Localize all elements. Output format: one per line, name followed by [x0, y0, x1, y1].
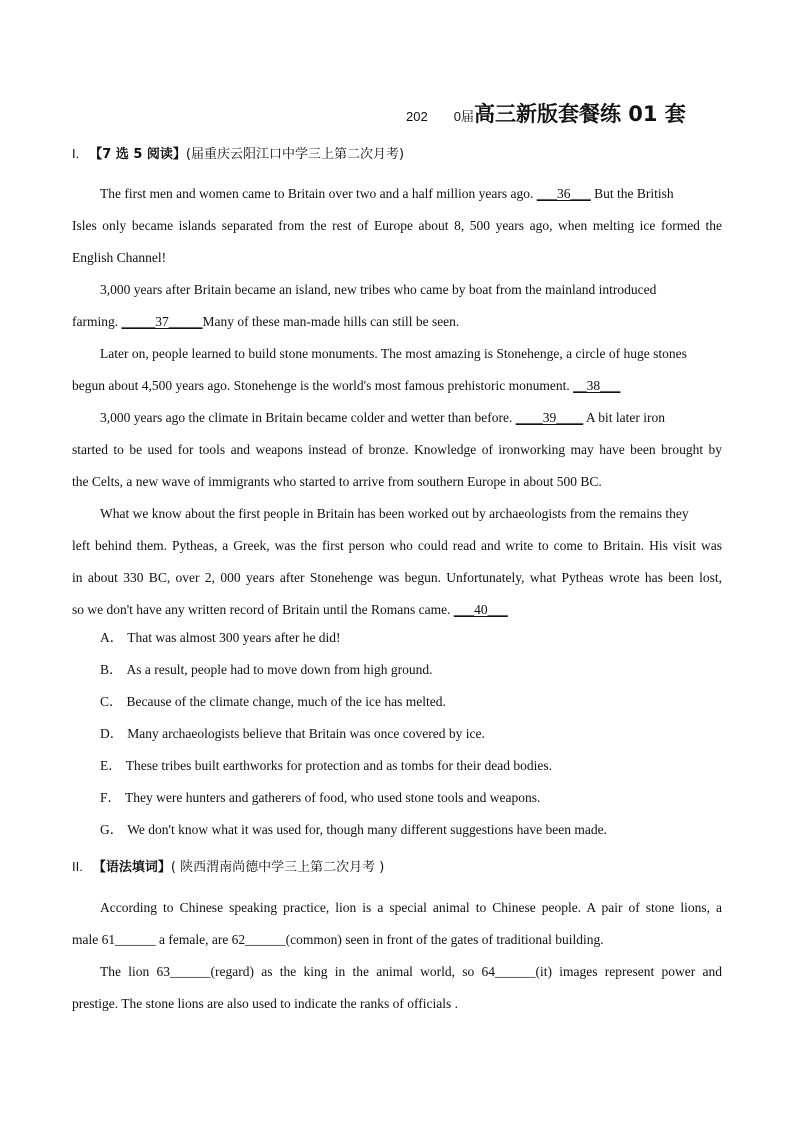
title-year-digit: 0: [453, 109, 461, 124]
option-letter: C．: [100, 694, 123, 709]
grammar-line: According to Chinese speaking practice, lion is a special animal to Chinese people. A pair of stone lions, a: [100, 900, 722, 915]
passage-line: left behind them. Pytheas, a Greek, was the first person who could read and write to come to Britain. His visit was: [72, 538, 722, 553]
passage-line: [100, 186, 674, 202]
passage-line: Later on, people learned to build stone monuments. The most amazing is Stonehenge, a circle of huge stones: [100, 346, 687, 361]
passage-line: Isles only became islands separated from the rest of Europe about 8, 500 years ago, when melting ice formed the: [72, 218, 722, 233]
passage-text: Many of these man-made hills can still be seen.: [202, 314, 460, 329]
passage-line: the Celts, a new wave of immigrants who started to arrive from southern Europe in about 500 BC.: [72, 474, 602, 489]
passage-text: 3,000 years ago the climate in Britain became colder and wetter than before.: [100, 410, 516, 425]
passage-text: so we don't have any written record of Britain until the Romans came.: [72, 602, 454, 617]
passage-text: A bit later iron: [583, 410, 665, 425]
option-f: [100, 790, 540, 806]
passage-line: English Channel!: [72, 250, 167, 265]
title-year: 202: [406, 109, 428, 124]
document-title: [406, 98, 686, 128]
blank-39: ____39____: [515, 410, 584, 425]
section-2-source: ( 陕西渭南尚德中学三上第二次月考 ): [170, 860, 385, 875]
option-text: They were hunters and gatherers of food, who used stone tools and weapons.: [125, 790, 541, 805]
passage-text: begun about 4,500 years ago. Stonehenge is the world's most famous prehistoric monument.: [72, 378, 574, 393]
option-c: [100, 694, 446, 710]
option-letter: E．: [100, 758, 122, 773]
blank-40: ___40___: [453, 602, 508, 617]
title-jie: 届: [460, 110, 474, 125]
option-text: That was almost 300 years after he did!: [127, 630, 341, 645]
option-text: These tribes built earthworks for protection and as tombs for their dead bodies.: [125, 758, 553, 773]
passage-text: farming.: [72, 314, 122, 329]
grammar-line: prestige. The stone lions are also used to indicate the ranks of officials .: [72, 996, 459, 1011]
section-2-heading: [72, 856, 384, 875]
option-text: As a result, people had to move down from high ground.: [126, 662, 433, 677]
section-2-label: 【语法填词】: [92, 860, 171, 875]
passage-line: [72, 602, 508, 618]
option-d: [100, 726, 485, 742]
grammar-line: The lion 63______(regard) as the king in the animal world, so 64______(it) images represent power and: [100, 964, 722, 979]
section-2-number: II.: [72, 859, 83, 874]
blank-37: _____37_____: [121, 314, 203, 329]
section-1-label: 【7 选 5 阅读】: [89, 147, 186, 162]
option-e: [100, 758, 552, 774]
option-letter: G．: [100, 822, 124, 837]
passage-line: in about 330 BC, over 2, 000 years after Stonehenge was begun. Unfortunately, what Pytheas wrote has been lost,: [72, 570, 722, 585]
passage-text: But the British: [590, 186, 674, 201]
section-1-heading: [72, 143, 404, 162]
passage-line: What we know about the first people in Britain has been worked out by archaeologists from the remains they: [100, 506, 689, 521]
passage-text: The first men and women came to Britain over two and a half million years ago.: [100, 186, 537, 201]
option-text: We don't know what it was used for, though many different suggestions have been made.: [127, 822, 607, 837]
option-letter: B．: [100, 662, 123, 677]
option-b: [100, 662, 432, 678]
option-letter: A．: [100, 630, 124, 645]
blank-36: ___36___: [536, 186, 591, 201]
option-letter: F．: [100, 790, 122, 805]
passage-line: 3,000 years after Britain became an island, new tribes who came by boat from the mainland introduced: [100, 282, 657, 297]
blank-38: __38___: [573, 378, 621, 393]
option-text: Because of the climate change, much of the ice has melted.: [126, 694, 446, 709]
passage-line: [72, 378, 620, 394]
passage-line: [72, 314, 459, 330]
passage-line: started to be used for tools and weapons instead of bronze. Knowledge of ironworking may have been brought by: [72, 442, 722, 457]
section-1-number: I.: [72, 146, 80, 161]
grammar-line: male 61______ a female, are 62______(common) seen in front of the gates of traditional building.: [72, 932, 604, 947]
option-g: [100, 822, 607, 838]
section-1-source: (届重庆云阳江口中学三上第二次月考): [185, 147, 405, 162]
option-letter: D．: [100, 726, 124, 741]
option-text: Many archaeologists believe that Britain was once covered by ice.: [127, 726, 485, 741]
title-main: 高三新版套餐练 01 套: [473, 102, 686, 126]
option-a: [100, 630, 341, 646]
passage-line: [100, 410, 665, 426]
